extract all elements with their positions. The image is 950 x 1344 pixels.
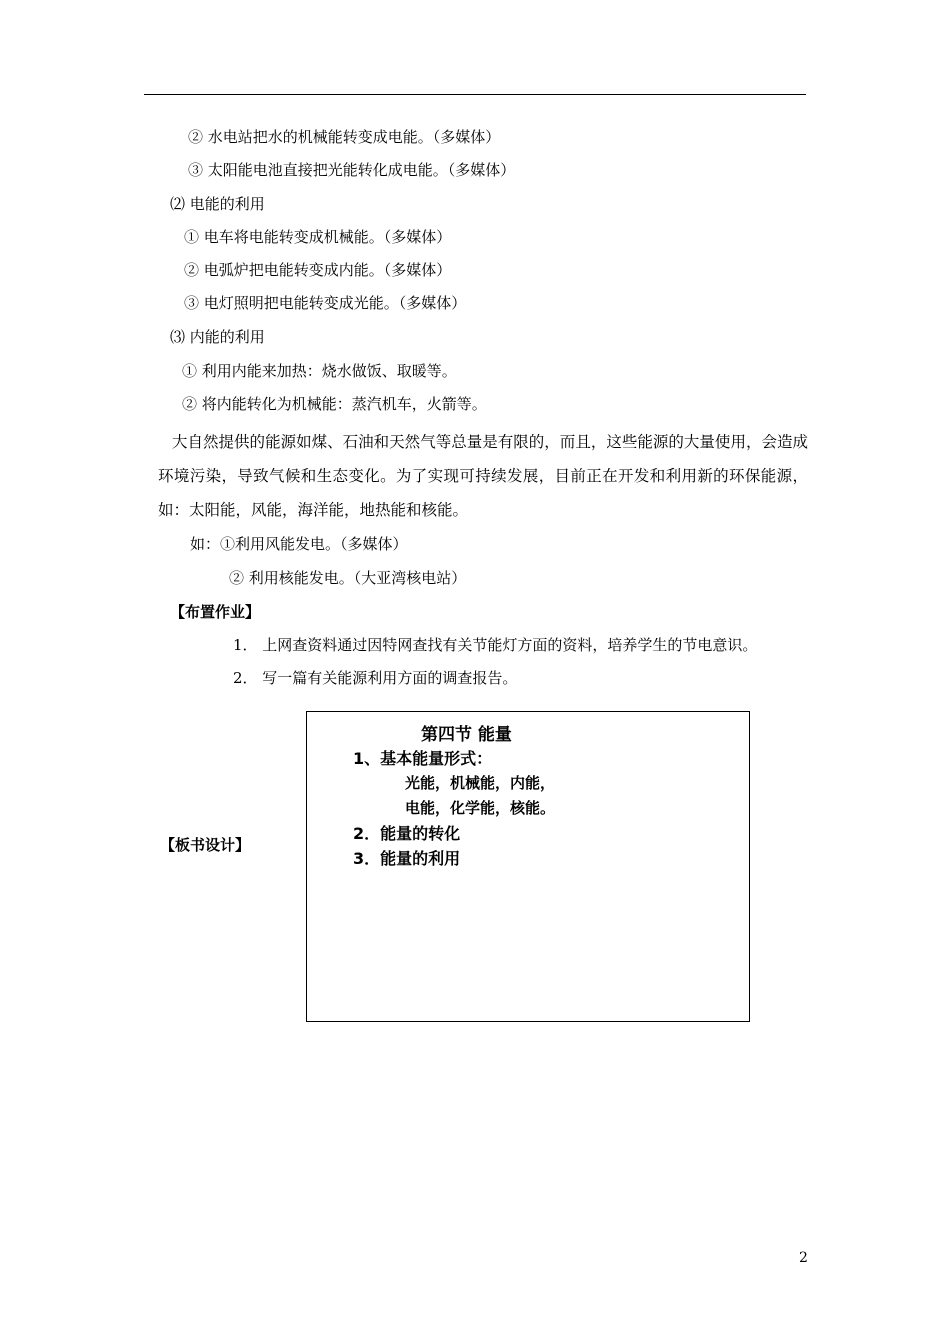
text-line: ① 电车将电能转变成机械能。（多媒体）	[184, 228, 452, 246]
text-line: ③ 太阳能电池直接把光能转化成电能。（多媒体）	[188, 161, 516, 179]
body-paragraph: 大自然提供的能源如煤、石油和天然气等总量是有限的，而且，这些能源的大量使用，会造成环境污染，导致气候和生态变化。为了实现可持续发展，目前正在开发和利用新的环保能源，如：太阳能，风能，海洋能，地热能和核能。	[158, 433, 808, 519]
section-heading: ⑵ 电能的利用	[170, 195, 265, 213]
homework-item: 2． 写一篇有关能源利用方面的调查报告。	[233, 669, 518, 687]
board-forms-line: 光能，机械能，内能，	[405, 774, 556, 792]
text-line: ③ 电灯照明把电能转变成光能。（多媒体）	[184, 294, 467, 312]
example-line: 如：①利用风能发电。（多媒体）	[190, 535, 408, 553]
text-line: ② 电弧炉把电能转变成内能。（多媒体）	[184, 261, 452, 279]
homework-heading: 【布置作业】	[170, 603, 261, 621]
blackboard-design-box	[306, 711, 750, 1022]
board-heading-2: 2．能量的转化	[353, 824, 461, 843]
text-line: ② 水电站把水的机械能转变成电能。（多媒体）	[188, 128, 501, 146]
header-rule	[144, 94, 806, 95]
text-line: ① 利用内能来加热：烧水做饭、取暖等。	[182, 362, 457, 380]
homework-item: 1． 上网查资料通过因特网查找有关节能灯方面的资料，培养学生的节电意识。	[233, 636, 758, 654]
board-heading-3: 3．能量的利用	[353, 849, 461, 868]
page-number: 2	[799, 1250, 808, 1266]
board-forms-line: 电能，化学能，核能。	[405, 799, 556, 817]
section-heading: ⑶ 内能的利用	[170, 328, 265, 346]
board-heading-1: 1、基本能量形式：	[353, 749, 493, 768]
example-line: ② 利用核能发电。（大亚湾核电站）	[229, 569, 467, 587]
board-design-label: 【板书设计】	[160, 836, 251, 854]
board-title: 第四节 能量	[421, 725, 512, 745]
text-line: ② 将内能转化为机械能：蒸汽机车，火箭等。	[182, 395, 487, 413]
